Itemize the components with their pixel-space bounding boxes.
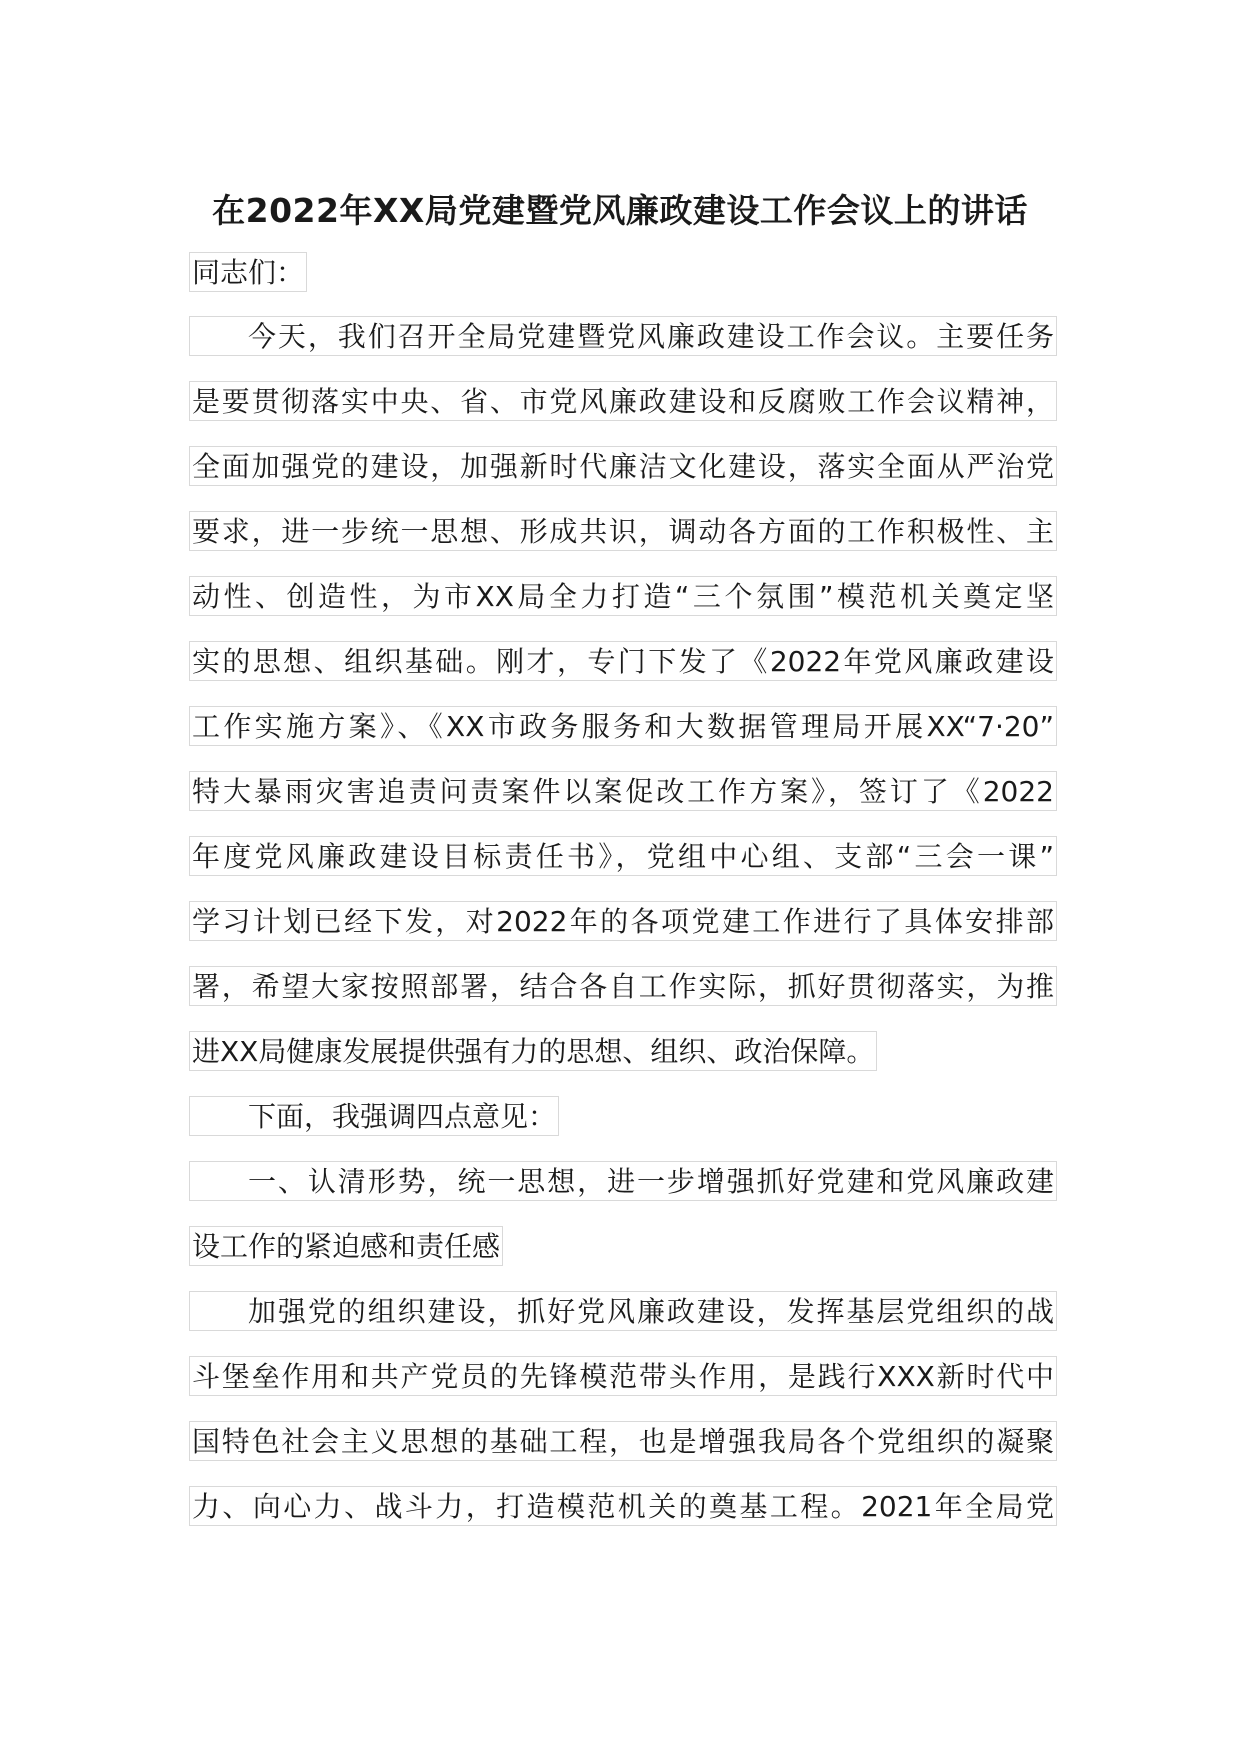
section-heading-line: 一、认清形势，统一思想，进一步增强抓好党建和党风廉政建 [189, 1161, 1057, 1201]
body-line: 署，希望大家按照部署，结合各自工作实际，抓好贯彻落实，为推 [189, 966, 1057, 1006]
body-line: 力、向心力、战斗力，打造模范机关的奠基工程。2021年全局党 [189, 1486, 1057, 1526]
body-line: 是要贯彻落实中央、省、市党风廉政建设和反腐败工作会议精神， [189, 381, 1057, 421]
body-line: 进XX局健康发展提供强有力的思想、组织、政治保障。 [189, 1031, 877, 1071]
body-line: 特大暴雨灾害追责问责案件以案促改工作方案》，签订了《2022 [189, 771, 1057, 811]
body-line: 要求，进一步统一思想、形成共识，调动各方面的工作积极性、主 [189, 511, 1057, 551]
body-line: 加强党的组织建设，抓好党风廉政建设，发挥基层党组织的战 [189, 1291, 1057, 1331]
section-heading-line: 设工作的紧迫感和责任感 [189, 1226, 503, 1266]
body-line: 实的思想、组织基础。刚才，专门下发了《2022年党风廉政建设 [189, 641, 1057, 681]
body-line: 今天，我们召开全局党建暨党风廉政建设工作会议。主要任务 [189, 316, 1057, 356]
document-title: 在2022年XX局党建暨党风廉政建设工作会议上的讲话 [212, 191, 1028, 230]
body-line: 工作实施方案》、《XX市政务服务和大数据管理局开展XX“7·20” [189, 706, 1057, 746]
body-line: 斗堡垒作用和共产党员的先锋模范带头作用，是践行XXX新时代中 [189, 1356, 1057, 1396]
body-line: 学习计划已经下发，对2022年的各项党建工作进行了具体安排部 [189, 901, 1057, 941]
salutation-line: 同志们： [189, 252, 307, 292]
body-line: 动性、创造性，为市XX局全力打造“三个氛围”模范机关奠定坚 [189, 576, 1057, 616]
body-line: 下面，我强调四点意见： [189, 1096, 559, 1136]
body-line: 国特色社会主义思想的基础工程，也是增强我局各个党组织的凝聚 [189, 1421, 1057, 1461]
body-line: 年度党风廉政建设目标责任书》，党组中心组、支部“三会一课” [189, 836, 1057, 876]
body-line: 全面加强党的建设，加强新时代廉洁文化建设，落实全面从严治党 [189, 446, 1057, 486]
